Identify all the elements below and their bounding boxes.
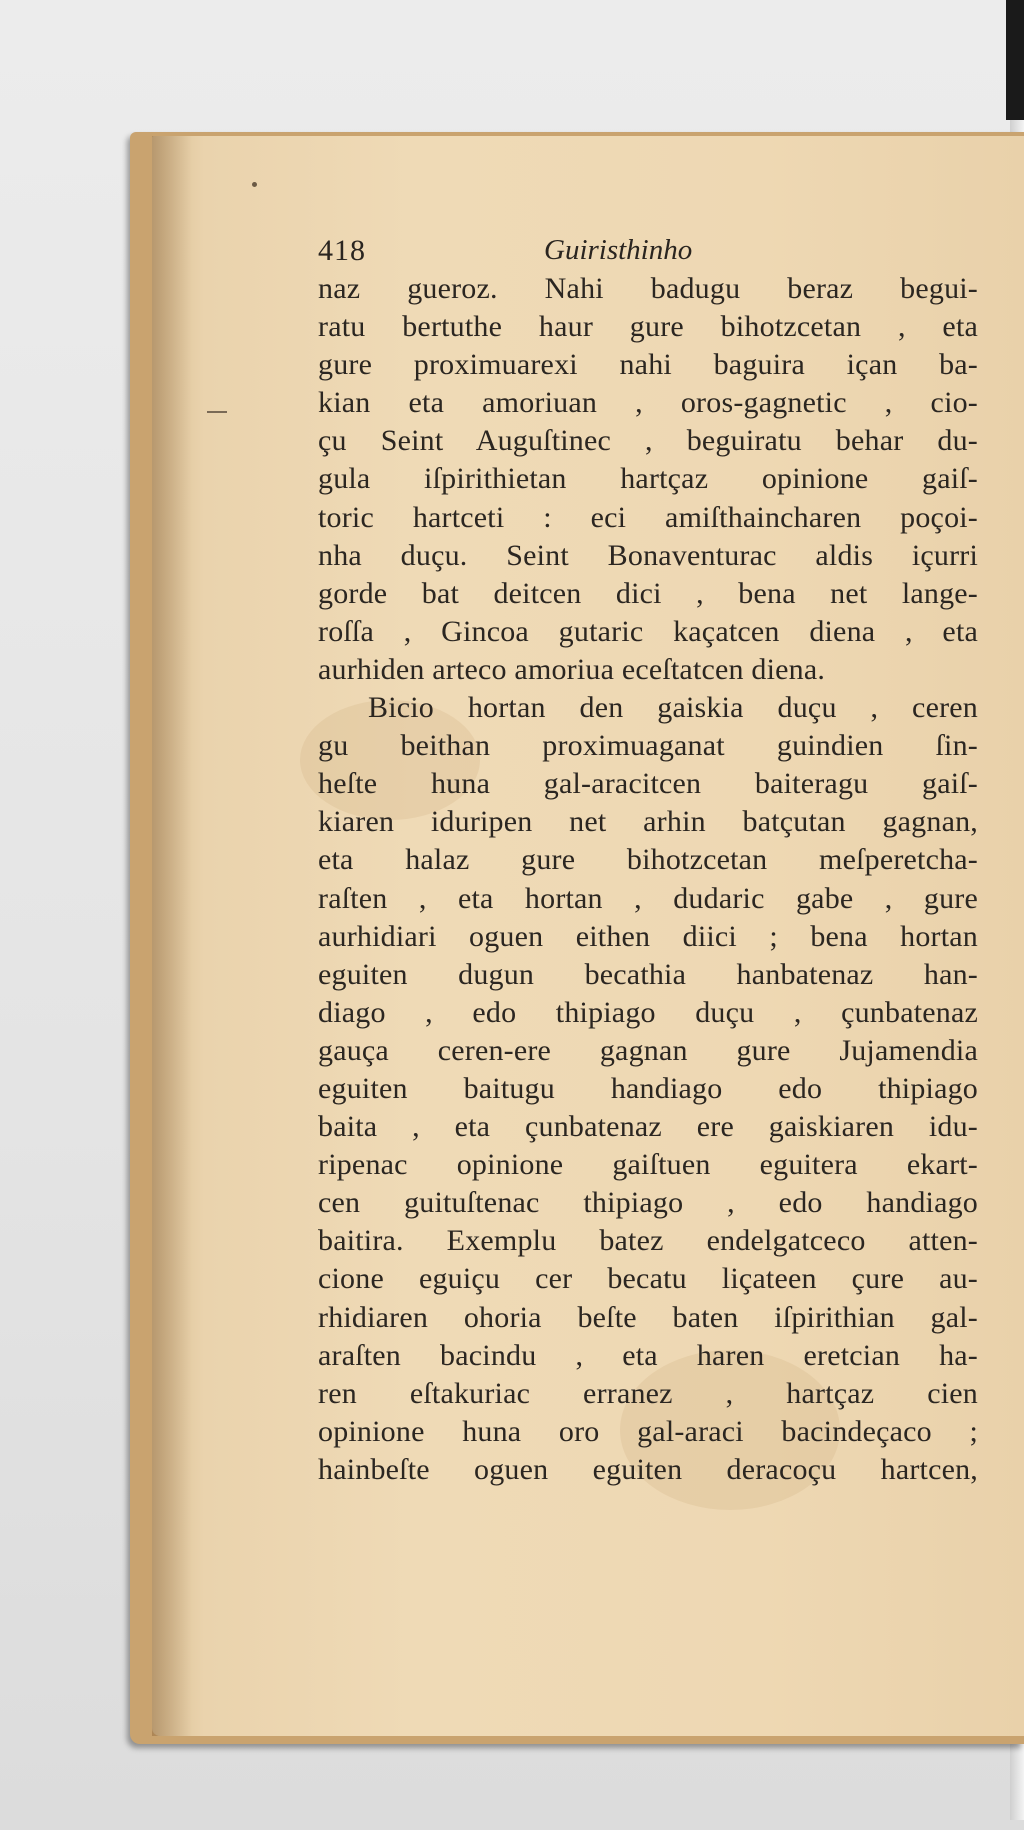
text-line: kiaren iduripen net arhin batçutan gagnan, [318,805,978,839]
page-header [318,234,978,274]
margin-mark [207,411,227,413]
text-line: gorde bat deitcen dici , bena net lange- [318,576,978,610]
text-line: gure proximuarexi nahi baguira içan ba- [318,348,978,382]
text-line: eguiten baitugu handiago edo thipiago [318,1071,978,1105]
running-title: Guiristhinho [544,234,693,266]
text-line: gauça ceren-ere gagnan gure Jujamendia [318,1033,978,1067]
text-line: toric hartceti : eci amiſthaincharen poçoi- [318,500,978,534]
spine-shadow [152,136,192,1736]
text-line: roſſa , Gincoa gutaric kaçatcen diena , eta [318,614,978,648]
text-line: gula iſpirithietan hartçaz opinione gaiſ- [318,462,978,496]
text-line: naz gueroz. Nahi badugu beraz begui- [318,272,978,305]
text-line: raſten , eta hortan , dudaric gabe , gure [318,881,978,915]
text-line: ratu bertuthe haur gure bihotzcetan , eta [318,310,978,344]
text-line: heſte huna gal-aracitcen baiteragu gaiſ- [318,767,978,801]
ink-dot [252,182,257,187]
text-line: cen guituſtenac thipiago , edo handiago [318,1186,978,1220]
text-line: diago , edo thipiago duçu , çunbatenaz [318,995,978,1029]
text-line: opinione huna oro gal-araci bacindeçaco ; [318,1414,978,1448]
text-line: çu Seint Auguſtinec , beguiratu behar du- [318,424,978,458]
text-line: gu beithan proximuaganat guindien ſin- [318,729,978,763]
text-line: cione eguiçu cer becatu liçateen çure au- [318,1262,978,1296]
body-text [318,270,978,1489]
text-line: eta halaz gure bihotzcetan meſperetcha- [318,843,978,877]
text-line: nha duçu. Seint Bonaventurac aldis içurri [318,538,978,572]
text-line: hainbeſte oguen eguiten deracoçu hartcen, [318,1452,978,1486]
text-line: baitira. Exemplu batez endelgatceco atten- [318,1224,978,1258]
text-line: ren eſtakuriac erranez , hartçaz cien [318,1376,978,1410]
text-line: aurhiden arteco amoriua eceſtatcen diena. [318,652,826,686]
text-line: eguiten dugun becathia hanbatenaz han- [318,957,978,991]
text-line: rhidiaren ohoria beſte baten iſpirithian gal- [318,1300,978,1334]
text-line: aurhidiari oguen eithen diici ; bena hortan [318,919,978,953]
scanner-edge [1006,0,1024,120]
text-line: Bicio hortan den gaiskia duçu , ceren [368,691,978,725]
text-line: baita , eta çunbatenaz ere gaiskiaren idu- [318,1110,978,1144]
text-line: kian eta amoriuan , oros-gagnetic , cio- [318,386,978,420]
text-line: ripenac opinione gaiſtuen eguitera ekart- [318,1148,978,1182]
page-number: 418 [318,234,366,267]
text-line: araſten bacindu , eta haren eretcian ha- [318,1338,978,1372]
